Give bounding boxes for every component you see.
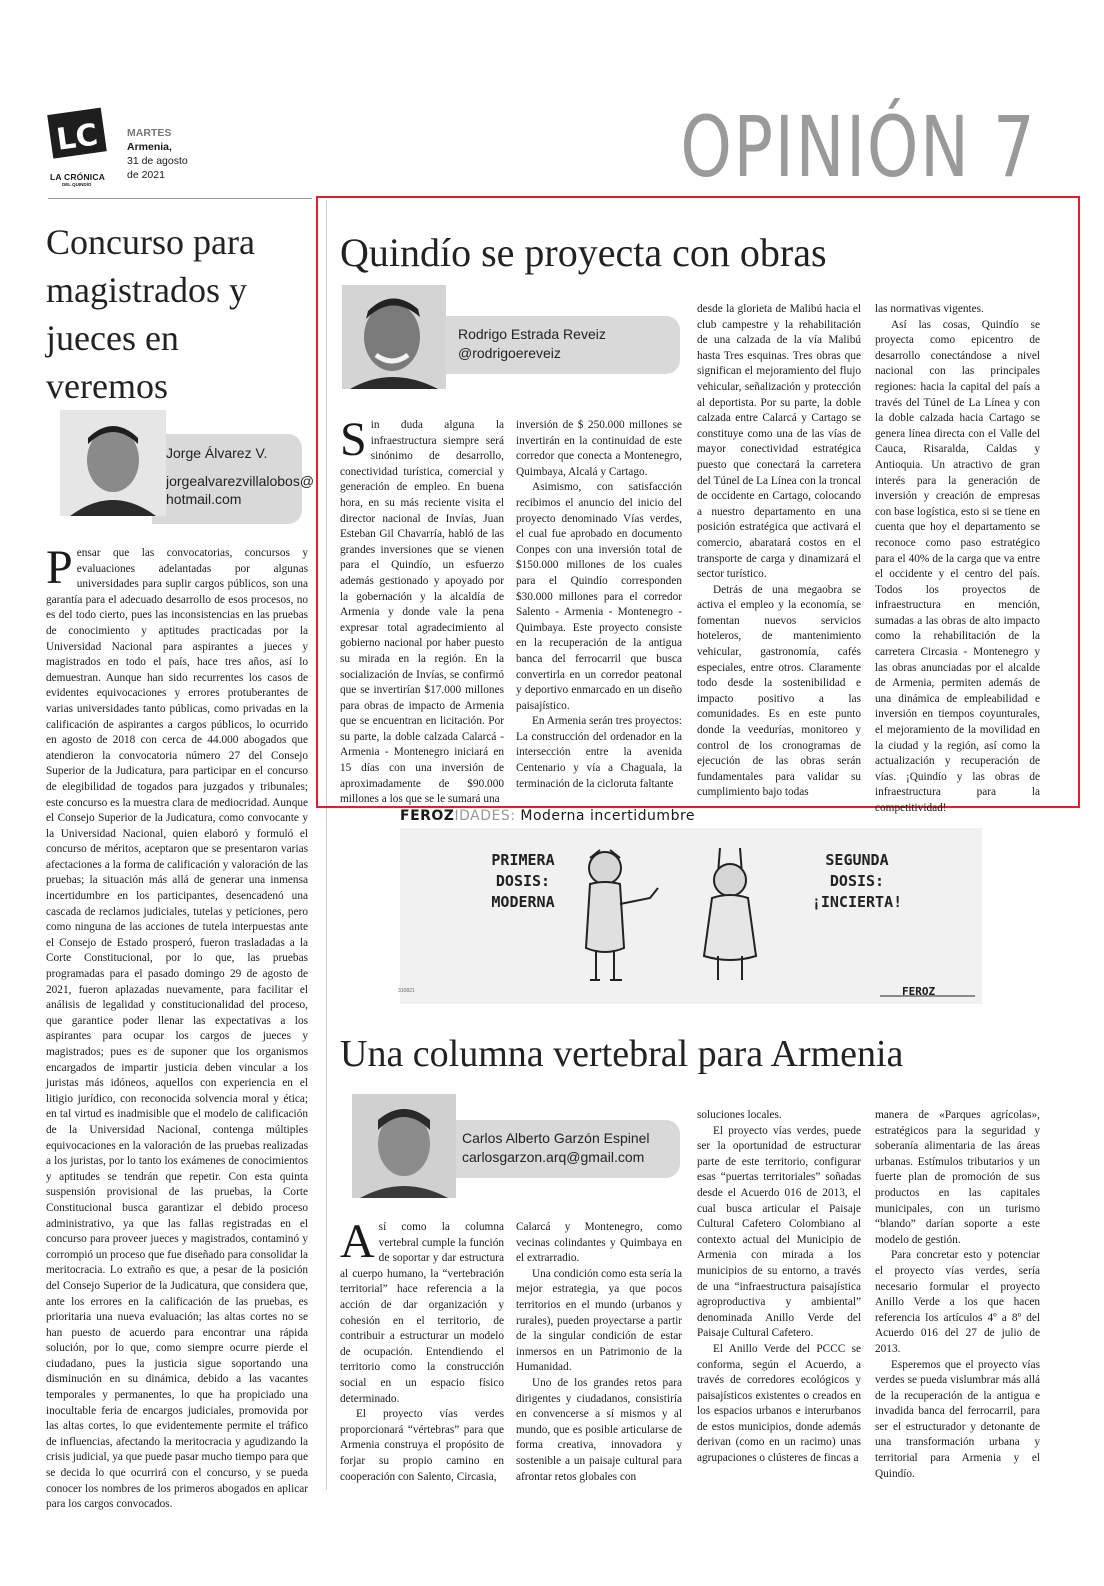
lower-col4-p3: Esperemos que el proyecto vías verdes se pueda vislumbrar más allá de la recuperación de la antigua e invadida banca del ferrocarril, para ser el estructurador y detonante de una transformación urbana y territorial para Armenia y el Quindío. [875, 1358, 1040, 1480]
lower-author-photo [352, 1094, 456, 1198]
left-article-title: Concurso para magistrados y jueces en veremos [46, 222, 255, 406]
issue-date-line1: 31 de agosto [127, 155, 188, 167]
featured-col3-p2: Detrás de una megaobra se activa el empleo y la economía, se fomentan nuevos servicios hoteleros, de mantenimiento vehicular, gastronomía, cafés especiales, entre otros. Claramente todo desde la sostenibilidad e impacto positivo a las comunidades. Es en este punto donde la veedurías, monitoreo y control de los cronogramas de ejecución de las obras serán fundamentales para validar su cumplimiento bajo todas [697, 583, 861, 799]
masthead-rule [48, 198, 312, 199]
issue-date [127, 126, 188, 182]
issue-date-line2: de 2021 [127, 169, 165, 181]
cartoon-bubble-right: SEGUNDA DOSIS: ¡INCIERTA! [811, 851, 903, 911]
featured-author-handle: @rodrigoereveiz [458, 345, 561, 361]
left-author-box [152, 434, 315, 524]
featured-col4-p2: Así las cosas, Quindío se proyecta como epicentro de desarrollo conectándose a nivel nacional con las principales regiones: hacia la capital del país a través del Túnel de La Línea y con la doble calzada hacia Cartago se genera línea directa con el Valle del Cauca, Risaralda, Caldas y Antioquia. Un atractivo de gran interés para la generación de inversión y creación de empresas con base logística, esto si se tiene en cuenta que hoy el departamento se reconoce como paso estratégico para el 40% de la carga que va entre el occidente y el centro del país. Todos los proyectos de infraestructura en mención, sumadas a las obras de alto impacto como la rehabilitación de la carretera Circasia - Montenegro y las obras anunciadas por el alcalde de Armenia, permiten además de una dinámica de empleabilidad e inversión en tiempos coyunturales, el mejoramiento de la movilidad en la ciudad y la región, así como la actualización y recuperación de vías. ¡Quindío y las obras de infraestructura para la competitividad! [875, 318, 1041, 814]
featured-author-box [440, 316, 680, 374]
lower-col2-p1: Calarcá y Montenegro, como vecinas colindantes y Quimbaya en el extrarradio. [516, 1221, 682, 1265]
left-dropcap: P [46, 541, 73, 594]
cartoon-code: 310821 [398, 988, 415, 994]
lower-author-email: carlosgarzon.arq@gmail.com [462, 1149, 645, 1165]
featured-col1-text: in duda alguna la infraestructura siempre será sinónimo de desarrollo, conectividad turística, comercial y generación de empleo. En buena hora, en su más reciente visita el director nacional de Invías, Juan Esteban Gil Chavarría, habló de las grandes inversiones que se vienen para el Quindío, un esfuerzo además gestionado y apoyado por la gobernación y la alcaldía de Armenia y donde vale la pena expresar total agradecimiento al gobierno nacional por haber puesto su mirada en la región. En la socialización de Invías, se confirmó que se invertirían $17.000 millones para obras de impacto de Armenia que se encuentran en licitación. Por su parte, la doble calzada Calarcá - Armenia - Montenegro iniciará en 15 días con una inversión de aproximadamente de $90.000 millones a los que se le sumará una [340, 419, 504, 806]
cartoonist-signature: FEROZ [902, 985, 936, 998]
la-cronica-logo [48, 105, 110, 157]
left-author-name: Jorge Álvarez V. [166, 445, 268, 461]
lower-col2-p2: Una condición como esta sería la mejor estrategia, ya que pocos territorios en el mundo (urbanos y rurales), pueden proyectarse a partir de la singular condición de estar inmersos en un Patrimonio de la Humanidad. [516, 1267, 682, 1374]
lower-author-box [444, 1120, 680, 1178]
left-article-body [46, 541, 308, 1511]
lower-column-4 [875, 1108, 1040, 1496]
issue-day: MARTES [127, 127, 172, 139]
lower-author-name: Carlos Alberto Garzón Espinel [462, 1130, 650, 1146]
left-body-text: ensar que las convocatorias, concursos y evaluaciones adelantadas por algunas universidades para suplir cargos públicos, son una garantía para el adecuado desarrollo de esos procesos, no es del todo cierto, pues las inconsistencias en las pruebas de conocimiento y aptitudes practicadas por la Universidad Nacional para aspirantes a jueces y magistrados en todo el país, hace tres años, así lo demuestran. Aunque han sido recurrentes los casos de evidentes equivocaciones y errores protuberantes de varias universidades tanto públicas, como privadas en la calificación de aspirantes a cargos públicos, lo ocurrido en agosto de 2018 con cerca de 44.000 abogados que atendieron la convocatoria número 27 del Consejo Superior de la Judicatura, para participar en el concurso de elegibilidad de togados para juzgados y tribunales; este concurso es la muestra clara de mediocridad. Aunque el Consejo Superior de la Judicatura, como convocante y la Universidad Nacional, quien elaboró y formuló el concurso de méritos, aceptaron que se presentaron varias afectaciones a la forma de calificación y valoración de las pruebas; la situación más allá de generar una inmensa incertidumbre en los participantes, desencadenó una cascada de reclamos judiciales, tutelas y peticiones, pero como ninguna de las acciones de tutela interpuestas ante el Consejo de Estado prosperó, fueron trasladadas a la Corte Constitucional, por lo que, las pruebas programadas para el pasado domingo 29 de agosto de 2021, fueron aplazadas nuevamente, para facilitar el análisis de legalidad y constitucionalidad del proceso, que garantice poder llenar las expectativas a los aspirantes para ocupar los cargos de jueces y magistrados; pues es de suponer que los organismos encargados de impartir justicia deben vincular a los juristas más idóneos, aquellos con experiencia en el litigio jurídico, con reconocida solvencia moral y ética; en tal virtud es inadmisible que el modelo de calificación de la Universidad Nacional, contenga múltiples equivocaciones en la valoración de las pruebas realizadas a los juristas, por lo tanto los exámenes de conocimientos y aptitudes se tendrán que repetir. Con esta quinta suspensión provisional de las pruebas, la Corte Constitucional busca garantizar el debido proceso administrativo, ya que las fallas registradas en el concurso para proveer jueces y magistrados, contaminó y corrompió un proceso que fue diseñado para consolidar la meritocracia. Lo extraño es que, a pesar de la posición del Consejo Superior de la Judicatura, que considera que, ante los errores en la calificación de las pruebas, es prioritaria una nueva evaluación; las altas cortes no se han puesto de acuerdo para encontrar una rápida solución, por lo que, como siempre ocurre pierde el ciudadano, pues la justicia sigue soportando una disminución en su dinámica, debido a las vacantes temporales y permanentes, lo que ha propiciado una inocultable feria de encargos judiciales, promovida por las altas cortes, lo que evidentemente permite el tráfico de influencias, afectando la meritocracia y agudizando la crisis judicial, ya que puede pasar mucho tiempo para que se decida lo que ocurrirá con el concurso, y se pueda conocer los nombres de los primeros abogados en aplicar para los cargos convocados. [46, 547, 308, 1511]
featured-author-photo [342, 285, 446, 389]
lower-column-3 [697, 1108, 861, 1496]
lower-article-title: Una columna vertebral para Armenia [340, 1033, 904, 1075]
lower-column-2 [516, 1220, 682, 1496]
featured-column-4 [875, 302, 1041, 814]
left-author-photo [60, 410, 166, 516]
left-author-email: jorgealvarezvillalobos@ hotmail.com [166, 473, 315, 507]
cartoon-bubble-left: PRIMERA DOSIS: MODERNA [491, 851, 555, 911]
cartoon-title [400, 808, 695, 824]
logo-text: LC [54, 117, 101, 158]
featured-title: Quindío se proyecta con obras [340, 230, 827, 275]
featured-col2-p3: En Armenia serán tres proyectos: La construcción del ordenador en la intersección entre la avenida Centenario y vía a Chaguala, la terminación de la cicloruta faltante [516, 715, 682, 790]
lower-col1-p1: sí como la columna vertebral cumple la función de soportar y dar estructura al cuerpo humano, la “vertebración territorial” hace referencia a la acción de dar organización y cohesión en el territorio, de contribuir a estructurar un modelo de ocupación. Entendiendo el territorio como la construcción social en un espacio físico determinado. [340, 1221, 504, 1405]
featured-column-1 [340, 413, 504, 806]
lower-col4-p2: Para concretar esto y potenciar el proyecto vías verdes, sería necesario formular el proyecto Anillo Verde a los que hacen referencia los artículos 4º a 8º del Acuerdo 016 del 27 de julio de 2013. [875, 1249, 1040, 1355]
logo-name: LA CRÓNICA [50, 172, 106, 182]
featured-author-name: Rodrigo Estrada Reveiz [458, 326, 606, 342]
cartoon-title-gray: IDADES: [454, 808, 516, 824]
featured-col4-p1: las normativas vigentes. [875, 303, 984, 315]
featured-dropcap: S [340, 413, 367, 466]
featured-col2-p2: Asimismo, con satisfacción recibimos el anuncio del inicio del proyecto denominado Vías verdes, el cual fue aprobado en documento Conpes con una inversión total de $150.000 millones de los cuales para el Quindío corresponden $30.000 millones para el corredor Salento - Armenia - Montenegro - Quimbaya. Este proyecto consiste en la recuperación de la antigua banca del ferrocarril que busca convertirla en un corredor peatonal y deportivo enmarcado en un diseño paisajístico. [516, 481, 682, 712]
lower-col3-p1: soluciones locales. [697, 1109, 782, 1121]
lower-column-1 [340, 1215, 504, 1496]
lower-col2-p3: Uno de los grandes retos para dirigentes y ciudadanos, consistiría en convencerse a sí mismos y al mundo, que es posible articularse de forma creativa, innovadora y sostenible a un paisaje cultural para afrontar retos globales con [516, 1376, 682, 1483]
featured-col2-p1: inversión de $ 250.000 millones se invertirán en la continuidad de este corredor que conecta a Montenegro, Quimbaya, Alcalá y Cartago. [516, 419, 682, 478]
lower-dropcap: A [340, 1215, 375, 1268]
featured-column-2 [516, 418, 682, 790]
featured-column-3 [697, 302, 861, 799]
featured-col3-p1: desde la glorieta de Malibú hacia el club campestre y la rehabilitación de una calzada de la vía Malibú hasta Tres esquinas. Tres obras que significan el mejoramiento del flujo vehicular, señalización y protección al deportista. Por su parte, la doble calzada entre Calarcá y Cartago se constituye como una de las vías de mayor conectividad estratégica puesto que conectará la carretera del Túnel de La Línea con la troncal de occidente en Cartago, colocando a nuestro departamento en una posición estratégica que activará el comercio, abaratará costos en el transporte de carga y dinamizará el sector turístico. [697, 303, 861, 581]
issue-city: Armenia, [127, 141, 172, 153]
lower-col1-p2: El proyecto vías verdes proporcionará “vértebras” para que Armenia construya el propósito de forjar su propio camino en cooperación con Salento, Circasia, [340, 1408, 504, 1483]
logo-subtitle: DEL QUINDÍO [62, 182, 92, 187]
lower-col3-p2: El proyecto vías verdes, puede ser la oportunidad de estructurar parte de este territorio, configurar esas “puertas territoriales” soñadas desde el Acuerdo 016 de 2013, el cual busca articular el Paisaje Cultural Cafetero Colombiano al contexto actual del Municipio de Armenia con mirada a los municipios de su entorno, a través de una “infraestructura paisajística agroproductiva y ambiental” denominada Anillo Verde del Paisaje Cultural Cafetero. [697, 1124, 861, 1340]
cartoon-title-bold: FEROZ [400, 808, 455, 824]
section-title: OPINIÓN 7 [680, 98, 1036, 196]
cartoon-title-rest: Moderna incertidumbre [515, 808, 696, 824]
lower-col4-p1: manera de «Parques agrícolas», estratégicos para la seguridad y soberanía alimentaria de las áreas urbanas. Estímulos tributarios y un fuerte plan de promoción de sus productos en las capitales municipales, con un turismo “blando” darían soporte a este modelo de gestión. [875, 1109, 1040, 1246]
lower-col3-p3: El Anillo Verde del PCCC se conforma, según el Acuerdo, a través de corredores ecológicos y paisajísticos existentes o creados en los espacios urbanos e interurbanos de estos municipios, donde además derivan (como en un racimo) unas agrupaciones o clústeres de fincas a [697, 1342, 861, 1465]
